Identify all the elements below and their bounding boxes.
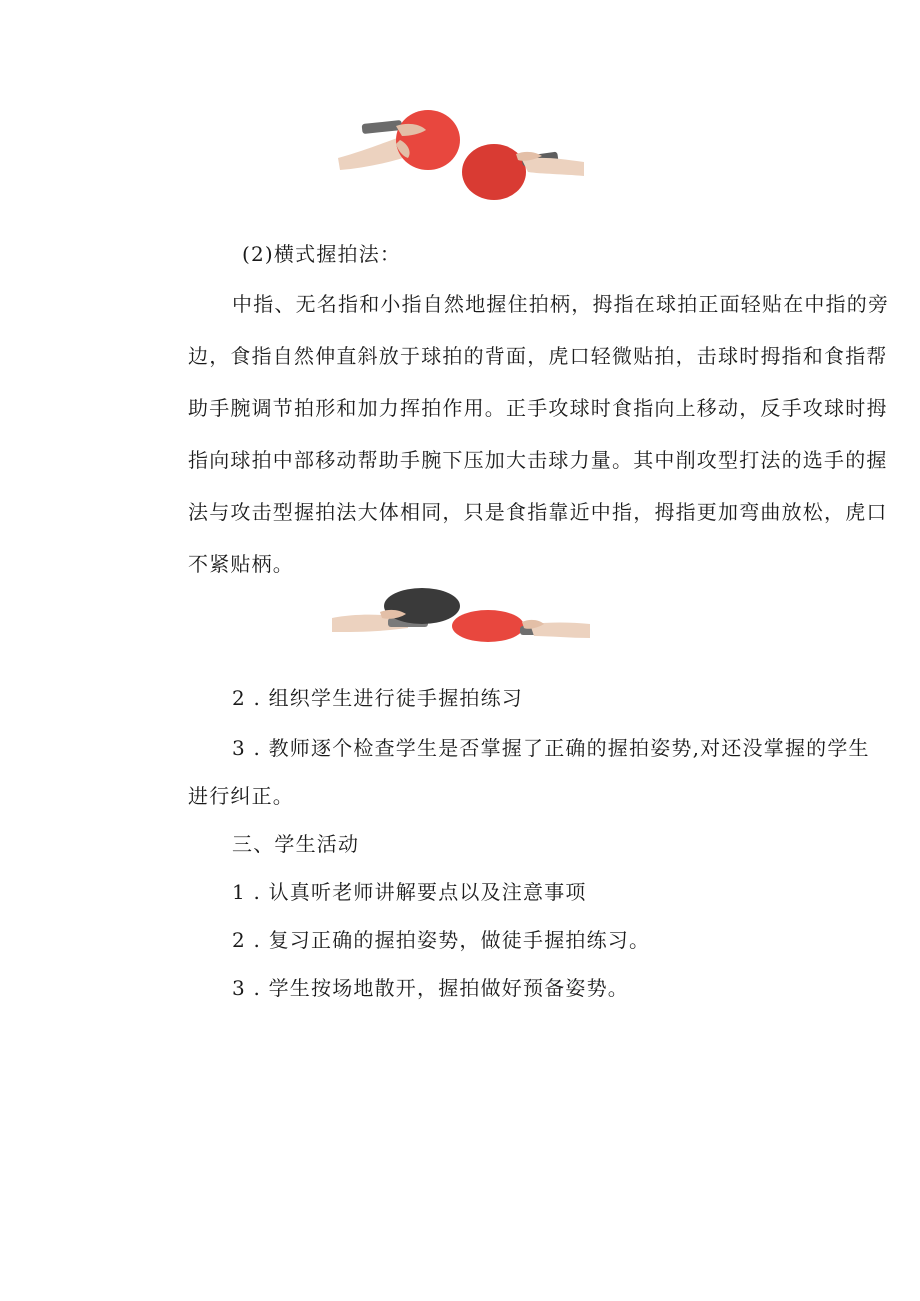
activity-item-2: 2 . 复习正确的握拍姿势，做徒手握拍练习。 <box>232 928 651 952</box>
right-paddle-blade <box>462 144 526 200</box>
paragraph-line: 指向球拍中部移动帮助手腕下压加大击球力量。其中削攻型打法的选手的握 <box>188 448 888 472</box>
left-paddle-blade <box>396 110 460 170</box>
activity-item-3: 3 . 学生按场地散开，握拍做好预备姿势。 <box>232 976 629 1000</box>
paragraph-line: 不紧贴柄。 <box>188 552 294 576</box>
step-item-2: 2 . 组织学生进行徒手握拍练习 <box>232 686 523 710</box>
paddle-illustration-middle <box>330 584 592 644</box>
grip-description-paragraph <box>188 278 890 590</box>
paragraph-line: 边，食指自然伸直斜放于球拍的背面，虎口轻微贴拍，击球时拇指和食指帮 <box>188 344 888 368</box>
section-three-heading: 三、学生活动 <box>232 832 360 856</box>
activity-item-1: 1 . 认真听老师讲解要点以及注意事项 <box>232 880 587 904</box>
paragraph-line: 助手腕调节拍形和加力挥拍作用。正手攻球时食指向上移动，反手攻球时拇 <box>188 396 888 420</box>
section-heading-shakehand: (2)横式握拍法： <box>242 242 402 266</box>
figure-penhold-grip <box>336 110 586 202</box>
black-paddle-blade <box>384 588 460 624</box>
paragraph-line: 中指、无名指和小指自然地握住拍柄，拇指在球拍正面轻贴在中指的旁 <box>232 292 890 316</box>
step-item-3-line-1: 3 . 教师逐个检查学生是否掌握了正确的握拍姿势,对还没掌握的学生 <box>232 736 870 760</box>
paddle-illustration-top <box>336 110 586 202</box>
right-arm <box>522 158 584 176</box>
paragraph-line: 法与攻击型握拍法大体相同，只是食指靠近中指，拇指更加弯曲放松，虎口 <box>188 500 888 524</box>
red-paddle-blade <box>452 610 524 642</box>
step-item-3-line-2: 进行纠正。 <box>188 784 294 808</box>
left-paddle-handle <box>362 120 403 134</box>
figure-shakehand-grip <box>330 584 592 644</box>
